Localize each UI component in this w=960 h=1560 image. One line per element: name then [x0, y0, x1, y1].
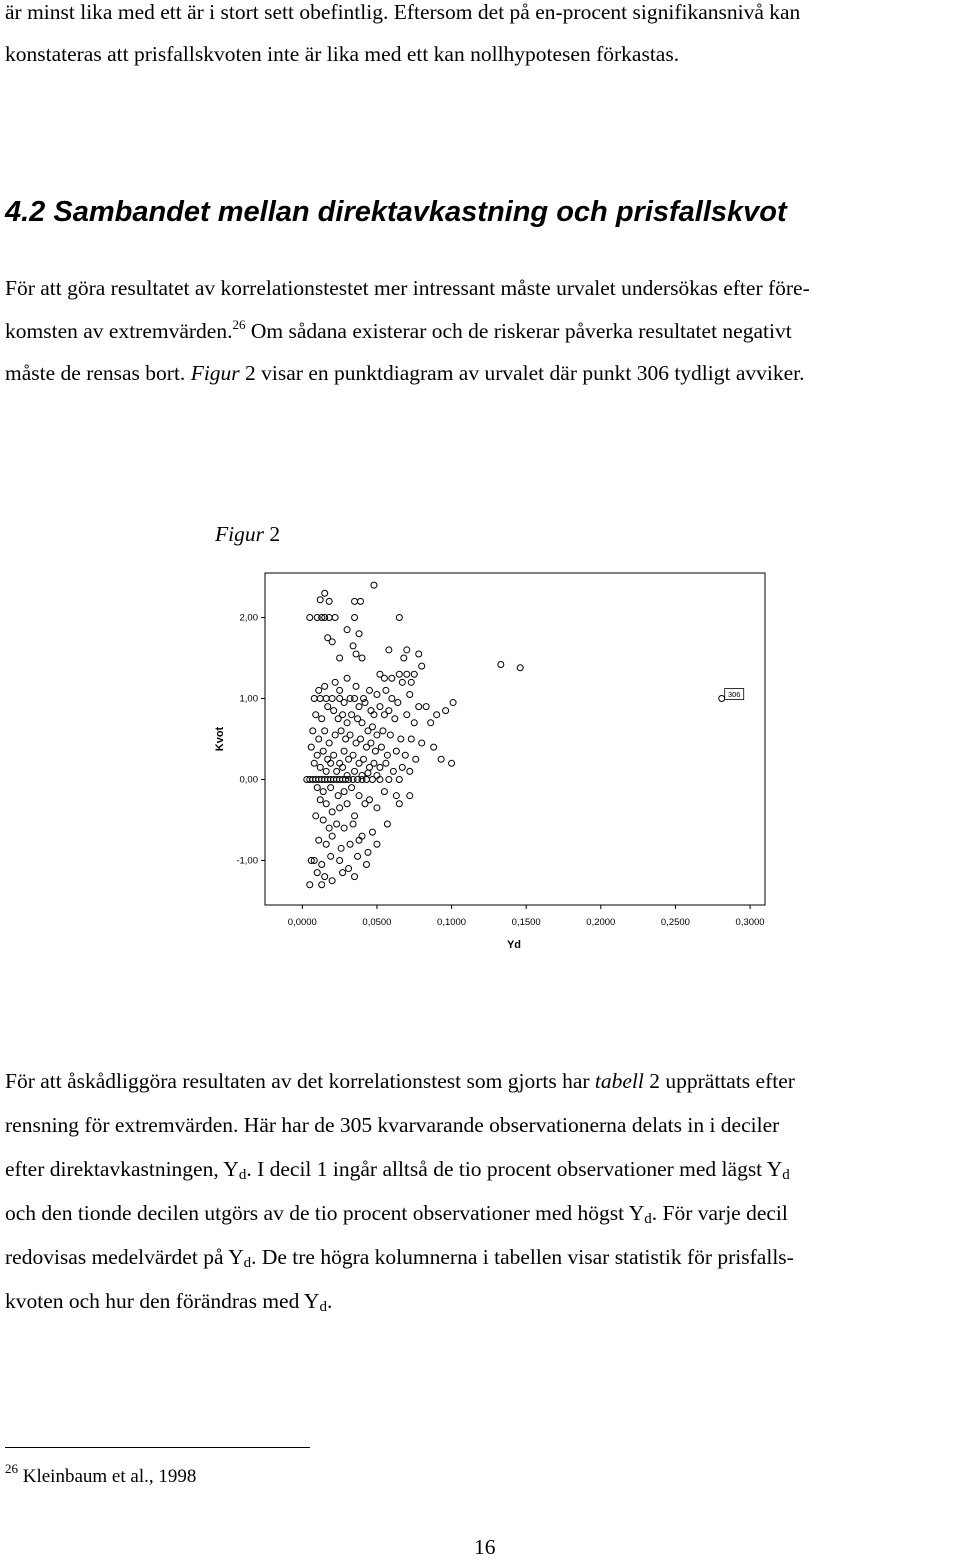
section-line-2a: komsten av extremvärden. [5, 319, 233, 343]
body2-line-1a: För att åskådliggöra resultaten av det korrelationstest som gjorts har [5, 1069, 595, 1093]
body2-line-5b: . De tre högra kolumnerna i tabellen visar statistik för prisfalls- [251, 1245, 794, 1269]
subscript-d: d [238, 1167, 247, 1183]
body2-line-6b: . [326, 1289, 333, 1313]
body2-line-3b: . I decil 1 ingår alltså de tio procent observationer med lägst Y [246, 1157, 783, 1181]
y-tick-label: 1,00 [239, 693, 258, 705]
body2-line-4 [5, 1203, 788, 1227]
body2-line-6 [5, 1291, 332, 1315]
subscript-d: d [782, 1167, 790, 1183]
x-tick-label: 0,2500 [660, 917, 690, 928]
section-line-2 [5, 318, 792, 343]
x-tick-label: 0,2000 [586, 917, 616, 928]
y-tick-label: 0,00 [239, 774, 258, 786]
footnote-text: Kleinbaum et al., 1998 [18, 1466, 197, 1487]
section-line-1: För att göra resultatet av korrelationstestet mer intressant måste urvalet undersökas efter före- [5, 276, 810, 300]
section-heading: 4.2 Sambandet mellan direktavkastning och prisfallskvot [5, 196, 787, 228]
body2-line-3 [5, 1159, 790, 1183]
subscript-d: d [319, 1299, 327, 1315]
chart-background [198, 562, 776, 962]
body2-line-1 [5, 1071, 795, 1093]
section-line-3a: måste de rensas bort. [5, 361, 191, 385]
scatter-chart [198, 562, 776, 962]
footnote-number: 26 [5, 1461, 18, 1476]
figure-caption-word: Figur [215, 522, 264, 546]
body2-line-6a: kvoten och hur den förändras med Y [5, 1289, 320, 1313]
section-line-3 [5, 363, 805, 385]
x-tick-label: 0,3000 [735, 917, 765, 928]
section-line-3b: 2 visar en punktdiagram av urvalet där punkt 306 tydligt avviker. [239, 361, 805, 385]
subscript-d: d [644, 1211, 652, 1227]
figure-reference: Figur [190, 361, 240, 385]
body2-line-2: rensning för extremvärden. Här har de 305 kvarvarande observationerna delats in i deciler [5, 1113, 780, 1137]
footnote-ref: 26 [232, 317, 246, 332]
intro-line-2: konstateras att prisfallskvoten inte är lika med ett kan nollhypotesen förkastas. [5, 42, 680, 66]
y-tick-label: -1,00 [236, 855, 258, 867]
table-reference: tabell [594, 1069, 644, 1093]
subscript-d: d [243, 1255, 252, 1271]
outlier-label: 306 [727, 690, 741, 700]
x-tick-label: 0,0500 [362, 917, 392, 928]
intro-line-1: är minst lika med ett är i stort sett obefintlig. Eftersom det på en-procent signifikansnivå kan [5, 0, 801, 24]
section-line-2b: Om sådana existerar och de riskerar påverka resultatet negativt [245, 319, 792, 343]
y-axis-title: Kvot [214, 726, 226, 752]
body2-line-5a: redovisas medelvärdet på Y [5, 1245, 244, 1269]
figure-caption [215, 522, 280, 547]
y-tick-label: 2,00 [239, 612, 258, 624]
body2-line-1b: 2 upprättats efter [643, 1069, 795, 1093]
body2-line-3a: efter direktavkastningen, Y [5, 1157, 239, 1181]
figure-caption-number: 2 [263, 522, 281, 546]
x-axis-title: Yd [506, 939, 522, 951]
body2-line-4b: . För varje decil [651, 1201, 788, 1225]
body2-line-4a: och den tionde decilen utgörs av de tio procent observationer med högst Y [5, 1201, 645, 1225]
x-tick-label: 0,1500 [511, 917, 541, 928]
x-tick-label: 0,0000 [287, 917, 317, 928]
footnote-rule [5, 1447, 310, 1448]
x-tick-label: 0,1000 [437, 917, 467, 928]
body2-line-5 [5, 1247, 794, 1271]
page-number: 16 [474, 1535, 496, 1559]
footnote [5, 1461, 196, 1488]
